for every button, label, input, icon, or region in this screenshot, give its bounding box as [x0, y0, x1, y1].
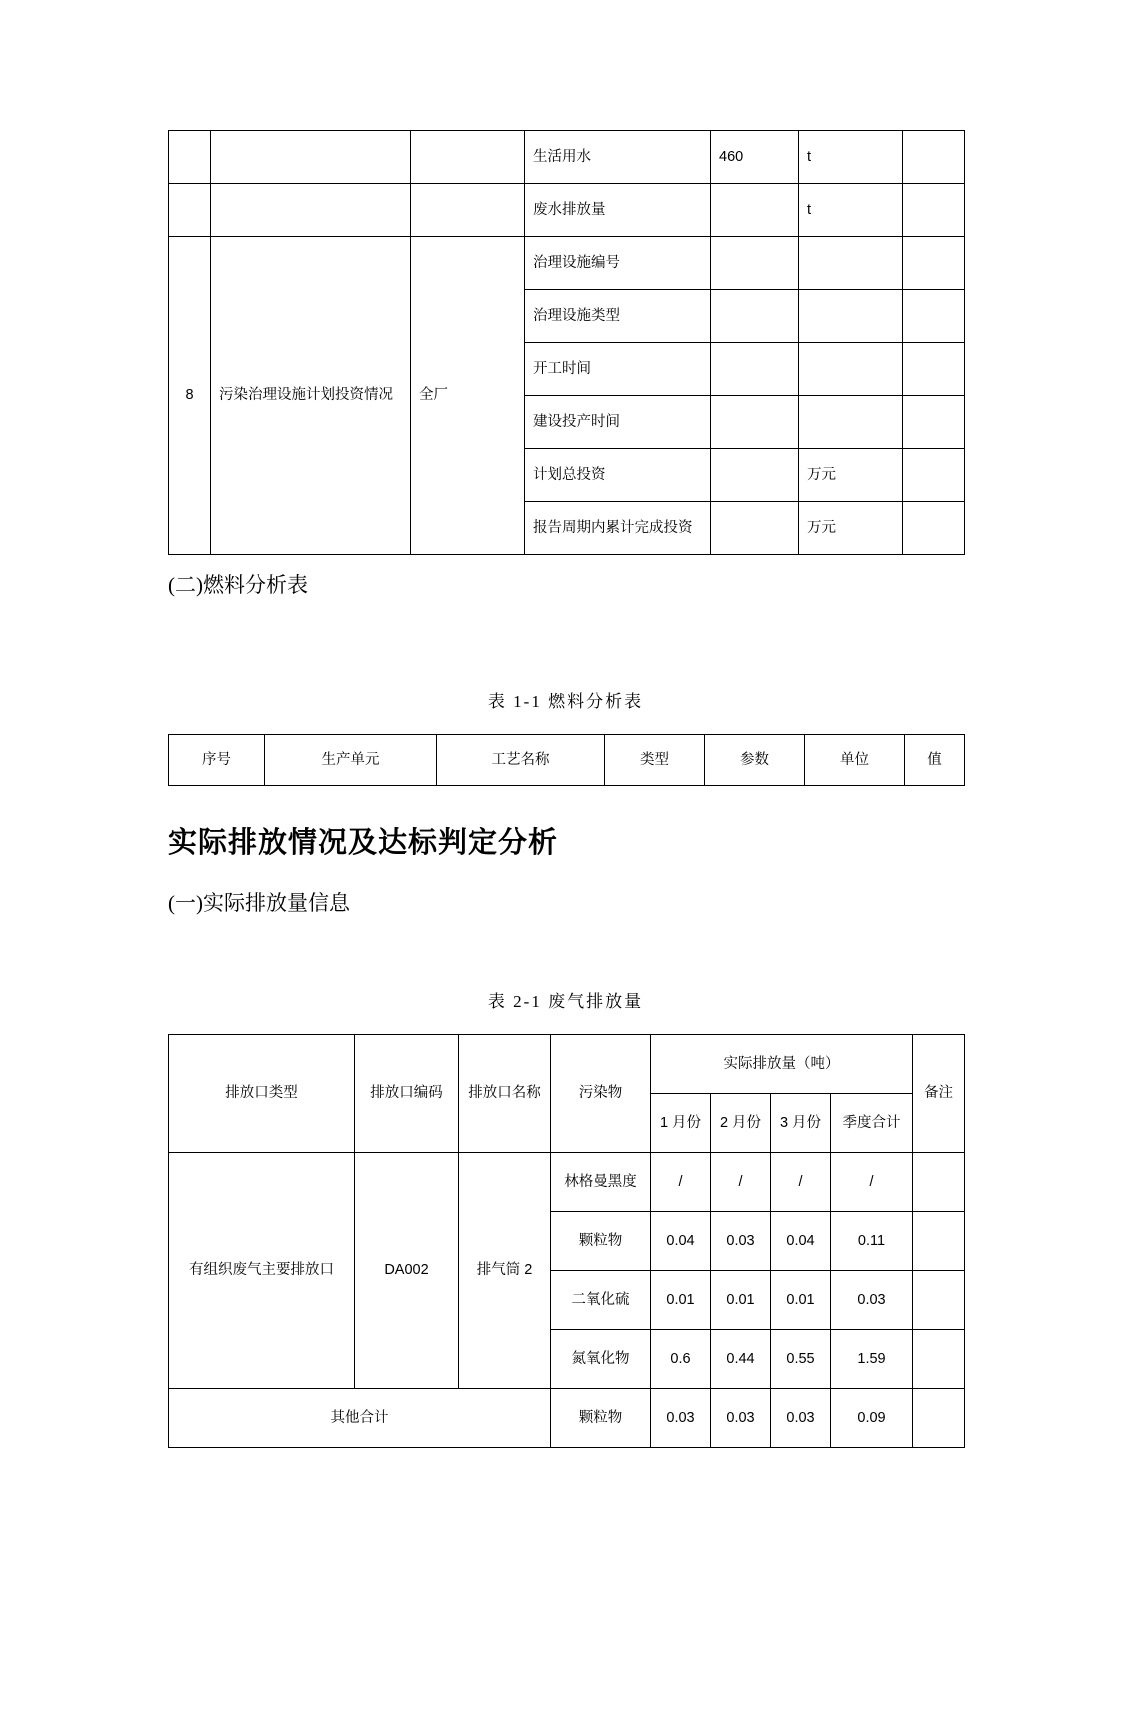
cell-note — [903, 449, 965, 502]
cell-unit — [799, 290, 903, 343]
cell-name — [211, 184, 411, 237]
col-header-month-2: 2 月份 — [711, 1094, 771, 1153]
cell-month-2: 0.03 — [711, 1212, 771, 1271]
table-caption-2-1: 表 2-1 废气排放量 — [487, 992, 644, 1011]
cell-quarter-total: 0.11 — [831, 1212, 913, 1271]
cell-month-1: / — [651, 1153, 711, 1212]
cell-seq — [169, 184, 211, 237]
cell-month-3: 0.03 — [771, 1389, 831, 1448]
cell-value — [711, 290, 799, 343]
sub-heading-actual-emission: (一)实际排放量信息 — [168, 891, 350, 915]
cell-item: 治理设施编号 — [525, 237, 711, 290]
cell-item: 治理设施类型 — [525, 290, 711, 343]
cell-outlet-code: DA002 — [355, 1153, 459, 1389]
cell-note — [903, 290, 965, 343]
cell-item: 废水排放量 — [525, 184, 711, 237]
cell-seq-merged: 8 — [169, 237, 211, 555]
cell-unit — [799, 396, 903, 449]
cell-quarter-total: 0.09 — [831, 1389, 913, 1448]
cell-month-3: 0.04 — [771, 1212, 831, 1271]
cell-pollutant: 颗粒物 — [551, 1212, 651, 1271]
cell-remark — [913, 1389, 965, 1448]
cell-remark — [913, 1330, 965, 1389]
col-header-seq: 序号 — [169, 735, 265, 786]
table-header-row — [169, 1035, 965, 1094]
cell-scope — [411, 184, 525, 237]
cell-month-2: / — [711, 1153, 771, 1212]
table-caption-1-1: 表 1-1 燃料分析表 — [487, 692, 644, 711]
table-header-row — [169, 735, 965, 786]
cell-remark — [913, 1153, 965, 1212]
col-header-type: 类型 — [605, 735, 705, 786]
pollution-investment-table — [168, 130, 965, 555]
cell-remark — [913, 1271, 965, 1330]
cell-pollutant: 二氧化硫 — [551, 1271, 651, 1330]
table-row — [169, 237, 965, 290]
cell-quarter-total: 1.59 — [831, 1330, 913, 1389]
col-header-unit: 单位 — [805, 735, 905, 786]
cell-month-3: / — [771, 1153, 831, 1212]
col-header-production-unit: 生产单元 — [265, 735, 437, 786]
cell-outlet-type: 有组织废气主要排放口 — [169, 1153, 355, 1389]
cell-quarter-total: / — [831, 1153, 913, 1212]
cell-value — [711, 449, 799, 502]
col-header-process-name: 工艺名称 — [437, 735, 605, 786]
cell-month-1: 0.01 — [651, 1271, 711, 1330]
cell-pollutant: 林格曼黑度 — [551, 1153, 651, 1212]
cell-month-2: 0.01 — [711, 1271, 771, 1330]
cell-other-total-label: 其他合计 — [169, 1389, 551, 1448]
cell-scope — [411, 131, 525, 184]
cell-item: 报告周期内累计完成投资 — [525, 502, 711, 555]
col-header-month-3: 3 月份 — [771, 1094, 831, 1153]
col-header-value: 值 — [905, 735, 965, 786]
col-header-outlet-type: 排放口类型 — [169, 1035, 355, 1153]
table-row — [169, 1153, 965, 1212]
cell-month-1: 0.03 — [651, 1389, 711, 1448]
cell-outlet-name: 排气筒 2 — [459, 1153, 551, 1389]
cell-month-3: 0.01 — [771, 1271, 831, 1330]
section-heading-fuel: (二)燃料分析表 — [168, 573, 308, 597]
col-header-parameter: 参数 — [705, 735, 805, 786]
cell-pollutant: 颗粒物 — [551, 1389, 651, 1448]
cell-month-2: 0.44 — [711, 1330, 771, 1389]
fuel-analysis-table — [168, 734, 965, 786]
cell-unit — [799, 343, 903, 396]
air-emission-table — [168, 1034, 965, 1448]
col-header-outlet-code: 排放口编码 — [355, 1035, 459, 1153]
cell-month-1: 0.04 — [651, 1212, 711, 1271]
cell-seq — [169, 131, 211, 184]
cell-month-1: 0.6 — [651, 1330, 711, 1389]
cell-note — [903, 343, 965, 396]
cell-value — [711, 396, 799, 449]
col-header-outlet-name: 排放口名称 — [459, 1035, 551, 1153]
document-page — [0, 130, 1131, 1730]
cell-value — [711, 502, 799, 555]
page-title: 实际排放情况及达标判定分析 — [168, 827, 559, 859]
cell-note — [903, 396, 965, 449]
cell-item: 生活用水 — [525, 131, 711, 184]
cell-item: 建设投产时间 — [525, 396, 711, 449]
cell-name — [211, 131, 411, 184]
cell-pollutant: 氮氧化物 — [551, 1330, 651, 1389]
cell-note — [903, 237, 965, 290]
cell-item: 计划总投资 — [525, 449, 711, 502]
col-header-month-1: 1 月份 — [651, 1094, 711, 1153]
cell-month-2: 0.03 — [711, 1389, 771, 1448]
cell-unit: 万元 — [799, 502, 903, 555]
cell-quarter-total: 0.03 — [831, 1271, 913, 1330]
col-header-remark: 备注 — [913, 1035, 965, 1153]
cell-unit — [799, 237, 903, 290]
cell-unit: t — [799, 131, 903, 184]
col-header-pollutant: 污染物 — [551, 1035, 651, 1153]
table-row — [169, 131, 965, 184]
cell-unit: t — [799, 184, 903, 237]
cell-note — [903, 184, 965, 237]
cell-value — [711, 184, 799, 237]
cell-note — [903, 502, 965, 555]
cell-value — [711, 237, 799, 290]
cell-name-merged: 污染治理设施计划投资情况 — [211, 237, 411, 555]
table-row — [169, 184, 965, 237]
cell-note — [903, 131, 965, 184]
cell-value — [711, 343, 799, 396]
col-header-quarter-total: 季度合计 — [831, 1094, 913, 1153]
cell-month-3: 0.55 — [771, 1330, 831, 1389]
cell-unit: 万元 — [799, 449, 903, 502]
col-header-actual-emission-group: 实际排放量（吨） — [651, 1035, 913, 1094]
table-row-total — [169, 1389, 965, 1448]
cell-remark — [913, 1212, 965, 1271]
cell-item: 开工时间 — [525, 343, 711, 396]
cell-scope-merged: 全厂 — [411, 237, 525, 555]
cell-value: 460 — [711, 131, 799, 184]
